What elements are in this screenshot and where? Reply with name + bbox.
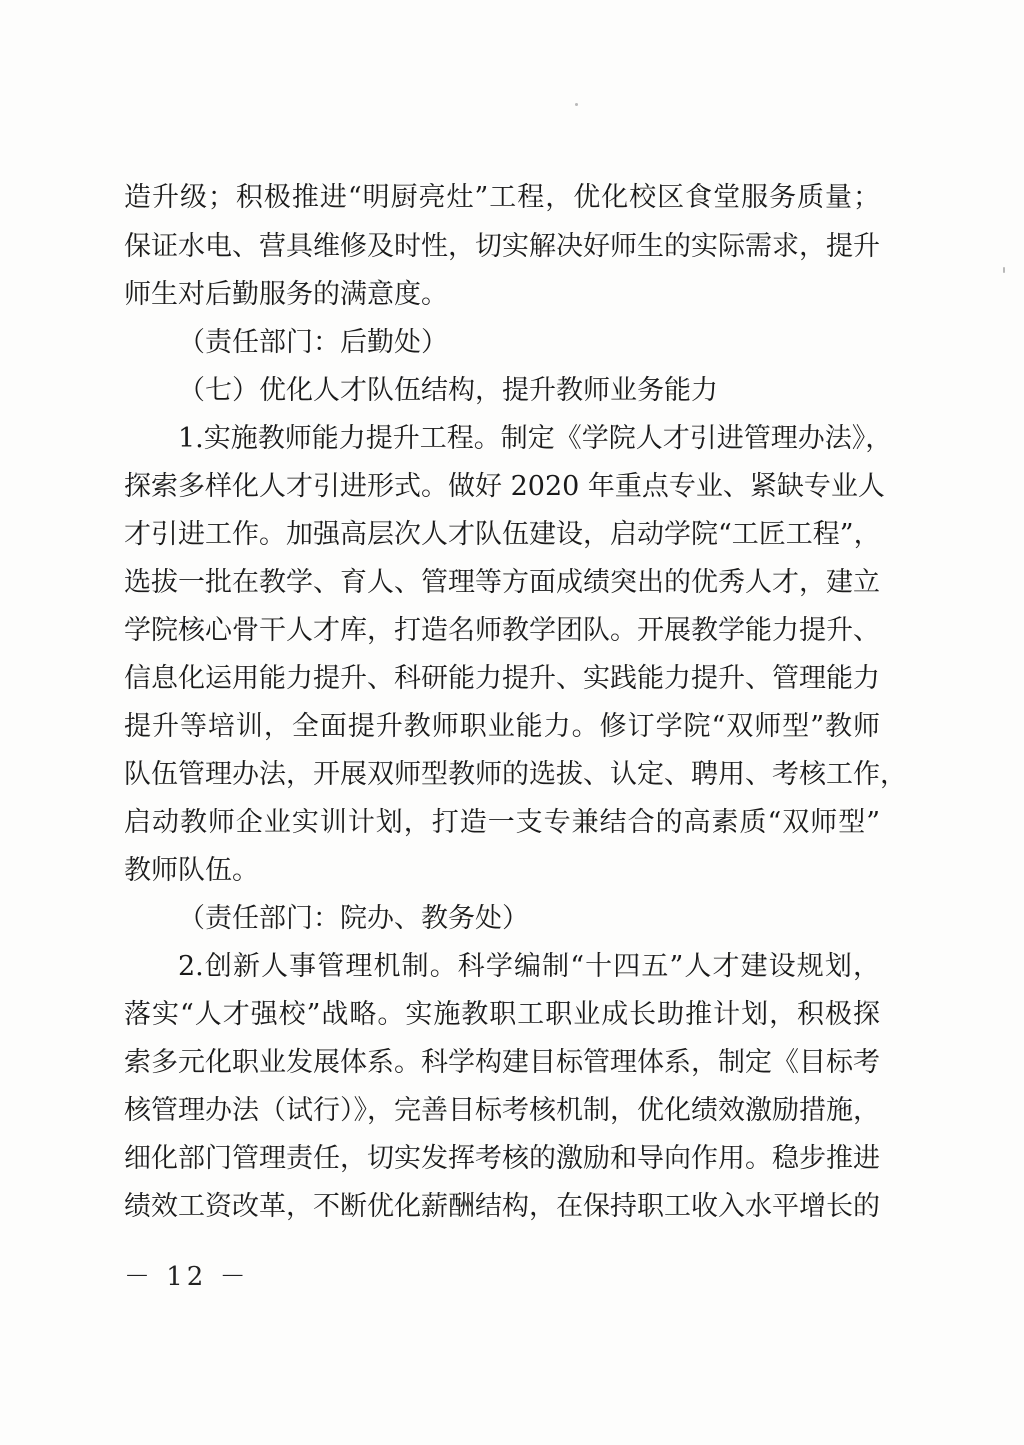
body-line-21: 细化部门管理责任，切实发挥考核的激励和导向作用。稳步推进 [124,1143,880,1174]
body-line-13: 队伍管理办法，开展双师型教师的选拔、认定、聘用、考核工作， [124,759,907,790]
body-line-7: 探索多样化人才引进形式。做好 2020 年重点专业、紧缺专业人 [124,471,885,502]
body-line-14: 启动教师企业实训计划，打造一支专兼结合的高素质“双师型” [124,807,880,838]
body-line-15: 教师队伍。 [124,855,259,886]
scan-speck [575,103,578,106]
responsibility-note-logistics: （责任部门：后勤处） [178,327,448,358]
body-line-17: 2.创新人事管理机制。科学编制“十四五”人才建设规划， [178,951,880,982]
body-line-18: 落实“人才强校”战略。实施教职工职业成长助推计划，积极探 [124,999,880,1030]
body-line-1: 造升级；积极推进“明厨亮灶”工程，优化校区食堂服务质量； [124,182,880,213]
body-line-12: 提升等培训，全面提升教师职业能力。修订学院“双师型”教师 [124,711,880,742]
body-line-3: 师生对后勤服务的满意度。 [124,279,448,310]
body-line-10: 学院核心骨干人才库，打造名师教学团队。开展教学能力提升、 [124,615,880,646]
body-line-19: 索多元化职业发展体系。科学构建目标管理体系，制定《目标考 [124,1047,880,1078]
body-line-20: 核管理办法（试行）》，完善目标考核机制，优化绩效激励措施， [124,1095,880,1126]
section-heading-seven: （七）优化人才队伍结构，提升教师业务能力 [178,375,718,406]
body-line-8: 才引进工作。加强高层次人才队伍建设，启动学院“工匠工程”， [124,519,881,550]
body-line-22: 绩效工资改革，不断优化薪酬结构，在保持职工收入水平增长的 [124,1191,880,1222]
scan-speck [1003,267,1005,273]
responsibility-note-office: （责任部门：院办、教务处） [178,903,529,934]
body-line-6: 1.实施教师能力提升工程。制定《学院人才引进管理办法》， [178,423,893,454]
body-line-11: 信息化运用能力提升、科研能力提升、实践能力提升、管理能力 [124,663,880,694]
page-number: － 12 － [124,1262,250,1292]
body-line-9: 选拔一批在教学、育人、管理等方面成绩突出的优秀人才，建立 [124,567,880,598]
body-line-2: 保证水电、营具维修及时性，切实解决好师生的实际需求，提升 [124,231,880,262]
